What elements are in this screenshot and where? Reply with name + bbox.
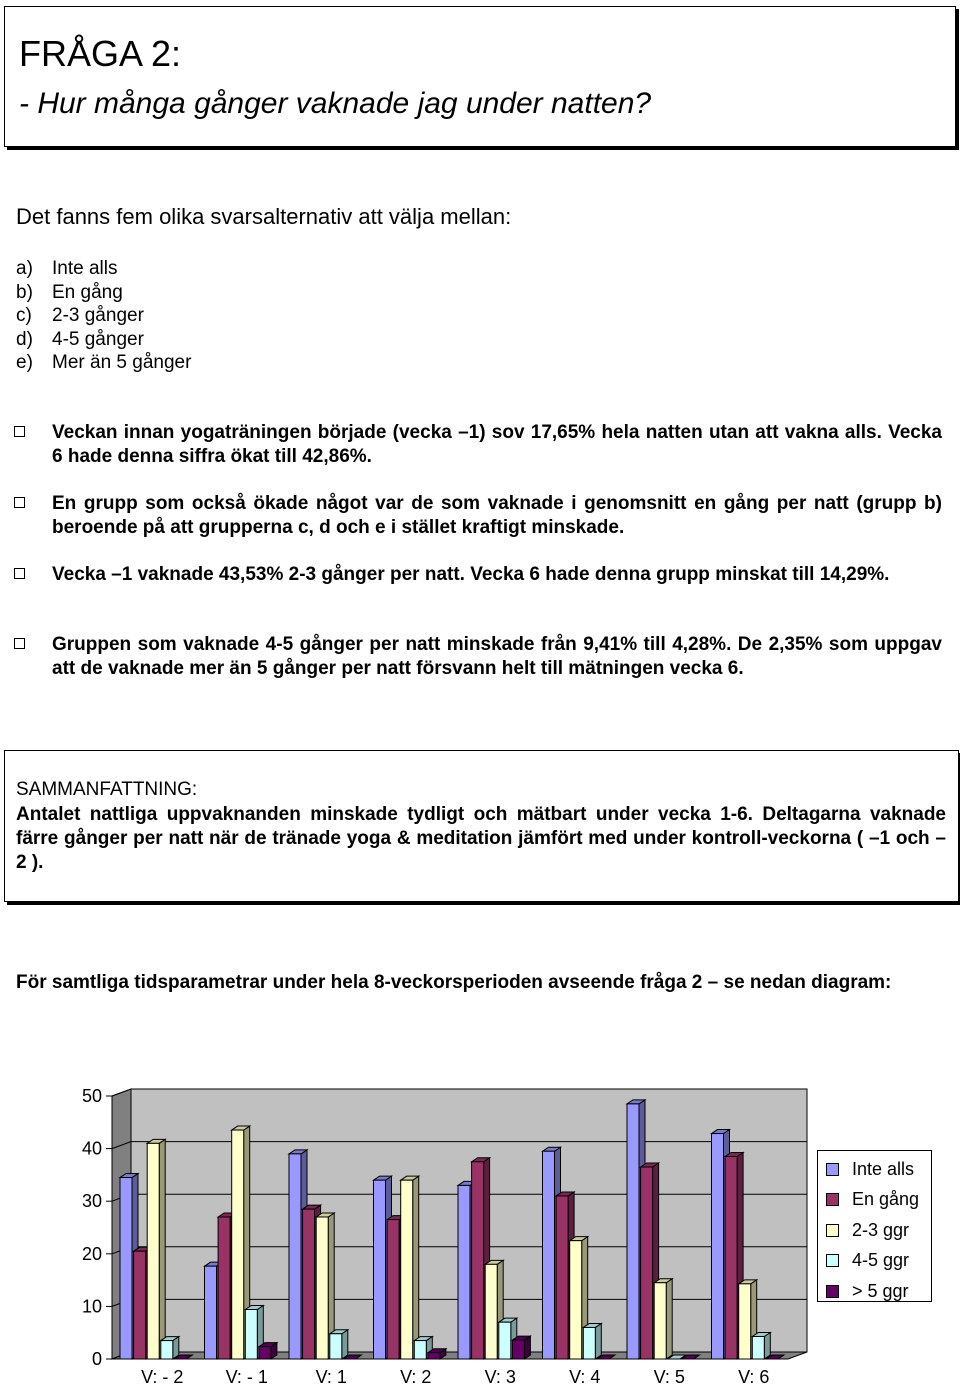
options-list bbox=[16, 257, 191, 375]
x-tick-label: V: 5 bbox=[653, 1367, 685, 1387]
bar bbox=[499, 1322, 511, 1359]
checkbox-bullet-icon bbox=[14, 426, 25, 437]
x-tick-label: V: 4 bbox=[569, 1367, 601, 1387]
y-tick-label: 0 bbox=[91, 1349, 102, 1369]
bar bbox=[387, 1220, 399, 1359]
legend-swatch bbox=[826, 1285, 839, 1298]
intro-text: Det fanns fem olika svarsalternativ att välja mellan: bbox=[16, 204, 512, 229]
bar bbox=[739, 1284, 751, 1359]
chart-legend bbox=[817, 1150, 932, 1302]
bar bbox=[330, 1334, 342, 1359]
bullet-text: En grupp som också ökade något var de som vaknade i genomsnitt en gång per natt (grupp b) beroende på att grupperna c, d och e i stället kraftigt minskade. bbox=[52, 493, 942, 538]
legend-item bbox=[826, 1250, 909, 1272]
legend-item bbox=[826, 1219, 909, 1241]
bar-side bbox=[342, 1330, 348, 1359]
bar bbox=[316, 1217, 328, 1359]
bar-side bbox=[595, 1323, 601, 1359]
option-text: Mer än 5 gånger bbox=[52, 352, 192, 373]
bar-side bbox=[159, 1139, 165, 1359]
checkbox-bullet-icon bbox=[14, 497, 25, 508]
legend-item bbox=[826, 1158, 914, 1180]
legend-swatch bbox=[826, 1224, 839, 1237]
bar bbox=[147, 1143, 159, 1359]
summary-text: Antalet nattliga uppvaknanden minskade tydligt och mätbart under vecka 1-6. Deltagarna vaknade färre gånger per natt när de tränade yoga & meditation jämfört med under kontroll-veckorna ( –1 och –2 ). bbox=[16, 804, 946, 873]
y-tick-label: 30 bbox=[81, 1191, 102, 1212]
bar bbox=[712, 1134, 724, 1359]
bar bbox=[641, 1167, 653, 1359]
bar bbox=[428, 1353, 440, 1359]
bar-side bbox=[413, 1176, 419, 1359]
bar bbox=[414, 1341, 426, 1359]
bar bbox=[205, 1266, 217, 1359]
option-letter: c) bbox=[16, 305, 32, 326]
x-tick-label: V: 6 bbox=[738, 1367, 770, 1387]
option-text: 2-3 gånger bbox=[52, 305, 144, 326]
option-text: Inte alls bbox=[52, 258, 118, 279]
bar-chart bbox=[0, 1075, 960, 1393]
bar bbox=[752, 1336, 764, 1359]
bullet-text: Vecka –1 vaknade 43,53% 2-3 gånger per natt. Vecka 6 hade denna grupp minskat till 14,29%. bbox=[52, 564, 890, 585]
bar bbox=[401, 1180, 413, 1359]
checkbox-bullet-icon bbox=[14, 638, 25, 649]
summary-heading: SAMMANFATTNING: bbox=[16, 779, 198, 800]
bullet-text: Veckan innan yogaträningen började (vecka –1) sov 17,65% hela natten utan att vakna alls. Vecka 6 hade denna siffra ökat till 42,86%. bbox=[52, 422, 942, 467]
diagram-intro: För samtliga tidsparametrar under hela 8-veckorsperioden avseende fråga 2 – se nedan diagram: bbox=[16, 972, 892, 993]
bar bbox=[259, 1347, 271, 1359]
option-letter: b) bbox=[16, 281, 33, 303]
bar bbox=[218, 1217, 230, 1359]
option-item bbox=[16, 257, 191, 281]
bar bbox=[543, 1151, 555, 1359]
legend-swatch bbox=[826, 1254, 839, 1267]
bar bbox=[512, 1340, 524, 1359]
y-tick-label: 50 bbox=[81, 1086, 102, 1106]
x-tick-label: V: - 1 bbox=[225, 1367, 268, 1387]
option-letter: d) bbox=[16, 328, 33, 350]
y-tick-label: 10 bbox=[81, 1296, 102, 1317]
bar bbox=[485, 1264, 497, 1359]
x-tick-label: V: 1 bbox=[315, 1367, 347, 1387]
bar bbox=[120, 1178, 132, 1359]
bar bbox=[245, 1310, 257, 1359]
legend-label: 4-5 ggr bbox=[852, 1250, 910, 1270]
legend-label: Inte alls bbox=[852, 1158, 915, 1179]
page-title: FRÅGA 2: bbox=[19, 33, 182, 74]
bullet-text: Gruppen som vaknade 4-5 gånger per natt minskade från 9,41% till 4,28%. De 2,35% som uppgav att de vaknade mer än 5 gånger per natt försvann helt till mätningen vecka 6. bbox=[52, 634, 942, 679]
title-box bbox=[4, 6, 956, 147]
x-tick-label: V: - 2 bbox=[141, 1367, 184, 1387]
bar bbox=[374, 1180, 386, 1359]
checkbox-bullet-icon bbox=[14, 568, 25, 579]
x-tick-label: V: 2 bbox=[400, 1367, 432, 1387]
x-tick-label: V: 3 bbox=[484, 1367, 516, 1387]
legend-swatch bbox=[826, 1193, 839, 1206]
bar bbox=[654, 1283, 666, 1359]
option-item bbox=[16, 304, 191, 328]
bar bbox=[570, 1241, 582, 1359]
option-letter: a) bbox=[16, 258, 33, 279]
bar bbox=[232, 1130, 244, 1359]
legend-label: En gång bbox=[852, 1189, 920, 1209]
option-text: En gång bbox=[52, 281, 123, 303]
y-tick-label: 20 bbox=[81, 1243, 102, 1264]
option-item bbox=[16, 328, 191, 352]
option-item bbox=[16, 351, 191, 375]
legend-item bbox=[826, 1280, 909, 1302]
option-letter: e) bbox=[16, 352, 33, 373]
bar bbox=[289, 1154, 301, 1359]
bar bbox=[556, 1196, 568, 1359]
legend-label: > 5 ggr bbox=[852, 1280, 909, 1301]
bar bbox=[627, 1104, 639, 1359]
bar bbox=[583, 1327, 595, 1359]
summary-box bbox=[4, 750, 959, 902]
page-subtitle: - Hur många gånger vaknade jag under natten? bbox=[19, 87, 652, 120]
option-item bbox=[16, 281, 191, 305]
bar bbox=[458, 1185, 470, 1359]
bar bbox=[472, 1162, 484, 1359]
legend-item bbox=[826, 1189, 919, 1211]
bar bbox=[725, 1156, 737, 1359]
option-text: 4-5 gånger bbox=[52, 328, 144, 350]
bar-side bbox=[666, 1279, 672, 1359]
legend-swatch bbox=[826, 1163, 839, 1176]
legend-label: 2-3 ggr bbox=[852, 1219, 910, 1240]
bar bbox=[161, 1341, 173, 1359]
bar bbox=[303, 1209, 315, 1359]
y-tick-label: 40 bbox=[81, 1138, 102, 1159]
bar bbox=[134, 1251, 146, 1359]
